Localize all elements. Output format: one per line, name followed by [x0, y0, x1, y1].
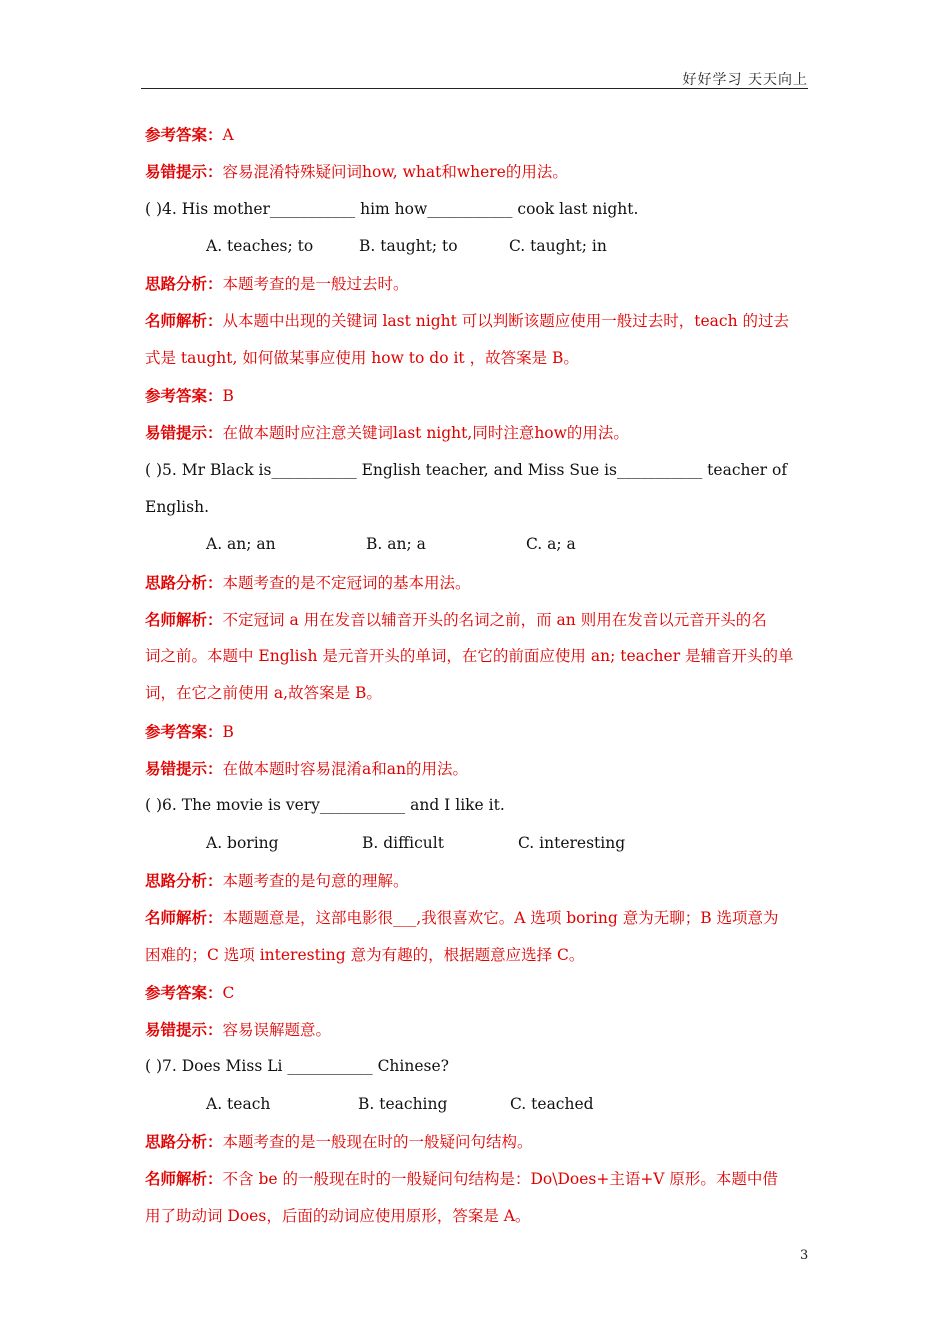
option-a: A. teaches; to: [206, 236, 314, 255]
option-b: B. difficult: [362, 833, 444, 852]
option-b: B. an; a: [366, 535, 426, 554]
analysis-line: 思路分析：本题考查的是不定冠词的基本用法。: [145, 572, 471, 592]
explain-line: 名师解析：从本题中出现的关键词 last night 可以判断该题应使用一般过去时，teach 的过去: [145, 311, 789, 331]
option-b: B. taught; to: [359, 236, 458, 255]
analysis-line: 思路分析：本题考查的是一般现在时的一般疑问句结构。: [145, 1132, 533, 1152]
question-6-options: [145, 825, 815, 862]
explain-line-continued: 词之前。本题中 English 是元音开头的单词，在它的前面应使用 an; teacher 是辅音开头的单: [145, 647, 794, 666]
option-c: C. teached: [510, 1094, 594, 1113]
answer-line: 参考答案：A: [145, 125, 234, 144]
option-a: A. boring: [206, 833, 279, 852]
option-c: C. a; a: [526, 535, 576, 554]
question-6: ( )6. The movie is very___________ and I like it.: [145, 796, 505, 815]
tip-line: 易错提示：在做本题时容易混淆a和an的用法。: [145, 759, 468, 779]
tip-line: 易错提示：容易误解题意。: [145, 1020, 332, 1040]
option-b: B. teaching: [358, 1094, 448, 1113]
page-number: 3: [800, 1248, 809, 1263]
explain-line-continued: 困难的；C 选项 interesting 意为有趣的，根据题意应选择 C。: [145, 945, 585, 964]
question-7-options: [145, 1086, 815, 1123]
option-a: A. an; an: [206, 535, 276, 554]
option-a: A. teach: [206, 1094, 271, 1113]
question-5-continued: English.: [145, 497, 209, 516]
analysis-line: 思路分析：本题考查的是一般过去时。: [145, 274, 409, 294]
explain-line: 名师解析：本题题意是，这部电影很___,我很喜欢它。A 选项 boring 意为无聊；B 选项意为: [145, 908, 779, 928]
option-c: C. taught; in: [509, 236, 607, 255]
page-header: [141, 64, 808, 89]
document-body: [145, 116, 815, 1235]
explain-line-continued: 式是 taught, 如何做某事应使用 how to do it ，故答案是 B。: [145, 348, 579, 367]
tip-line: 易错提示：在做本题时应注意关键词last night,同时注意how的用法。: [145, 423, 629, 443]
question-5-options: [145, 526, 815, 563]
option-c: C. interesting: [518, 833, 626, 852]
analysis-line: 思路分析：本题考查的是句意的理解。: [145, 870, 409, 890]
question-4: ( )4. His mother___________ him how___________ cook last night.: [145, 199, 639, 218]
question-7: ( )7. Does Miss Li ___________ Chinese?: [145, 1057, 449, 1076]
explain-line-continued: 词，在它之前使用 a,故答案是 B。: [145, 684, 382, 703]
tip-line: 易错提示：容易混淆特殊疑问词how, what和where的用法。: [145, 162, 568, 182]
answer-line: 参考答案：C: [145, 982, 235, 1002]
answer-line: 参考答案：B: [145, 721, 234, 741]
question-5: ( )5. Mr Black is___________ English teacher, and Miss Sue is___________ teacher of: [145, 460, 788, 479]
answer-line: 参考答案：B: [145, 386, 234, 406]
explain-line-continued: 用了助动词 Does，后面的动词应使用原形，答案是 A。: [145, 1206, 531, 1225]
question-4-options: [145, 228, 815, 265]
header-motto: 好好学习 天天向上: [682, 72, 808, 88]
explain-line: 名师解析：不含 be 的一般现在时的一般疑问句结构是：Do\Does+主语+V 原形。本题中借: [145, 1169, 778, 1189]
explain-line: 名师解析：不定冠词 a 用在发音以辅音开头的名词之前，而 an 则用在发音以元音开头的名: [145, 609, 767, 629]
